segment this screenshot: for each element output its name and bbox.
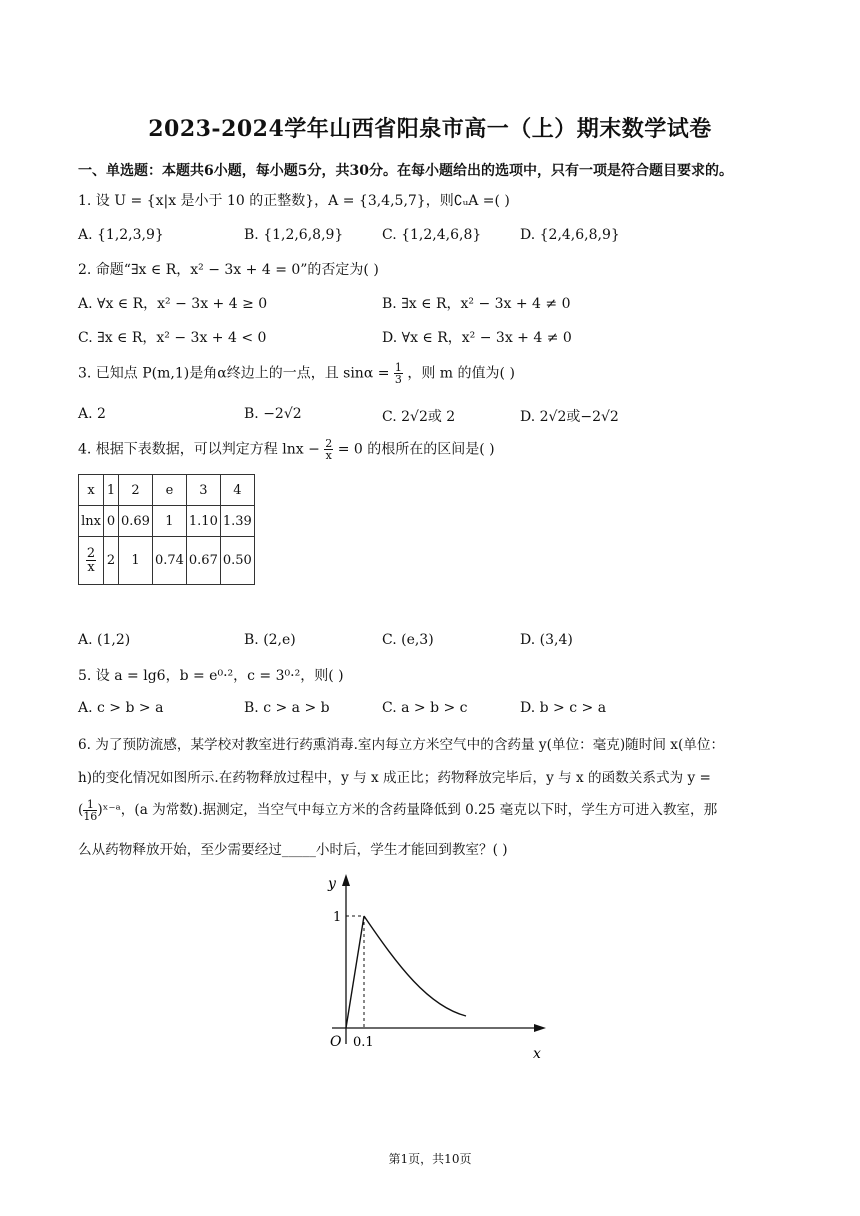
q1-option-a: A. {1,2,3,9} xyxy=(78,227,164,243)
q4-frac-num: 2 xyxy=(325,437,333,450)
question-6-line-3 xyxy=(78,798,717,822)
q2-option-b: B. ∃x ∈ R，x² − 3x + 4 ≠ 0 xyxy=(382,296,571,312)
q4-stem-part-b: = 0 的根所在的区间是( ) xyxy=(337,441,495,458)
question-1-stem: 1. 设 U = {x|x 是小于 10 的正整数}，A = {3,4,5,7}，则∁ᵤA =( ) xyxy=(78,193,510,209)
origin-label: O xyxy=(330,1034,342,1050)
q4-stem-part-a: 4. 根据下表数据，可以判定方程 lnx − xyxy=(78,441,320,458)
q4-option-c: C. (e,3) xyxy=(382,632,434,648)
question-6-line-2: h)的变化情况如图所示.在药物释放过程中，y 与 x 成正比；药物释放完毕后，y 与 x 的函数关系式为 y = xyxy=(78,770,711,786)
table-fraction xyxy=(86,547,96,574)
q4-option-a: A. (1,2) xyxy=(78,632,131,648)
q3-option-a: A. 2 xyxy=(78,406,106,422)
table-cell: 1.39 xyxy=(220,506,254,537)
peak-x-label: 0.1 xyxy=(353,1035,374,1050)
q5-option-b: B. c > a > b xyxy=(244,700,330,716)
rising-segment xyxy=(346,916,364,1028)
q1-option-d: D. {2,4,6,8,9} xyxy=(520,227,620,243)
table-cell: 3 xyxy=(186,475,220,506)
q4-fraction xyxy=(324,438,333,461)
table-cell: 1 xyxy=(104,475,119,506)
q3-option-b: B. −2√2 xyxy=(244,406,302,422)
q3-fraction xyxy=(394,362,403,385)
q5-option-c: C. a > b > c xyxy=(382,700,468,716)
table-cell: 1.10 xyxy=(186,506,220,537)
q4-option-d: D. (3,4) xyxy=(520,632,573,648)
table-cell: 4 xyxy=(220,475,254,506)
y-axis-label: y xyxy=(328,876,336,892)
q4-data-table xyxy=(78,474,255,585)
q5-option-a: A. c > b > a xyxy=(78,700,164,716)
q5-option-d: D. b > c > a xyxy=(520,700,607,716)
table-frac-num: 2 xyxy=(86,546,96,561)
table-row xyxy=(79,506,255,537)
question-5-stem: 5. 设 a = lg6，b = e⁰·²，c = 3⁰·²，则( ) xyxy=(78,668,344,684)
table-row xyxy=(79,475,255,506)
q4-frac-den: x xyxy=(325,449,332,462)
y-axis-arrow-icon xyxy=(342,874,350,886)
question-4-stem xyxy=(78,438,495,461)
question-3-stem xyxy=(78,362,515,385)
page-title: 2023-2024学年山西省阳泉市高一（上）期末数学试卷 xyxy=(148,116,712,142)
table-cell xyxy=(79,537,104,585)
question-6-line-4: 么从药物释放开始，至少需要经过_____小时后，学生才能回到教室？( ) xyxy=(78,842,508,858)
q6-line3-rest: )ˣ⁻ᵃ，(a 为常数).据测定，当空气中每立方米的含药量降低到 0.25 毫克以下时，学生方可进入教室，那 xyxy=(97,802,718,818)
section-heading: 一、单选题：本题共6小题，每小题5分，共30分。在每小题给出的选项中，只有一项是符合题目要求的。 xyxy=(78,163,733,179)
x-axis-label: x xyxy=(533,1046,541,1062)
q3-stem-part-b: ，则 m 的值为( ) xyxy=(407,365,515,382)
table-cell: 1 xyxy=(119,537,153,585)
question-2-stem: 2. 命题“∃x ∈ R，x² − 3x + 4 = 0”的否定为( ) xyxy=(78,262,379,278)
q2-option-d: D. ∀x ∈ R，x² − 3x + 4 ≠ 0 xyxy=(382,330,572,346)
q6-frac-num: 1 xyxy=(83,799,97,811)
q1-option-c: C. {1,2,4,6,8} xyxy=(382,227,482,243)
table-cell: 0.74 xyxy=(152,537,186,585)
q6-line3-open: ( xyxy=(78,802,84,818)
question-6-line-1: 6. 为了预防流感，某学校对教室进行药熏消毒.室内每立方米空气中的含药量 y(单位：毫克)随时间 x(单位： xyxy=(78,737,725,753)
table-cell: 0.67 xyxy=(186,537,220,585)
q4-option-b: B. (2,e) xyxy=(244,632,296,648)
table-cell: e xyxy=(152,475,186,506)
q2-option-a: A. ∀x ∈ R，x² − 3x + 4 ≥ 0 xyxy=(78,296,268,312)
q3-option-c: C. 2√2或 2 xyxy=(382,409,456,425)
table-cell: lnx xyxy=(79,506,104,537)
decay-curve xyxy=(364,916,466,1016)
table-cell: 2 xyxy=(104,537,119,585)
q2-option-c: C. ∃x ∈ R，x² − 3x + 4 < 0 xyxy=(78,330,267,346)
x-axis-arrow-icon xyxy=(534,1024,546,1032)
peak-y-label: 1 xyxy=(333,910,342,925)
table-cell: 0 xyxy=(104,506,119,537)
table-cell: 1 xyxy=(152,506,186,537)
q3-frac-num: 1 xyxy=(394,361,402,374)
table-row xyxy=(79,537,255,585)
table-cell: 0.69 xyxy=(119,506,153,537)
q6-graph xyxy=(308,866,558,1066)
q3-frac-den: 3 xyxy=(394,373,402,386)
q1-option-b: B. {1,2,6,8,9} xyxy=(244,227,344,243)
q3-option-d: D. 2√2或−2√2 xyxy=(520,409,619,425)
table-frac-den: x xyxy=(87,560,95,575)
table-cell: 2 xyxy=(119,475,153,506)
q6-frac-den: 16 xyxy=(83,810,98,823)
q6-fraction xyxy=(83,799,97,822)
table-cell: x xyxy=(79,475,104,506)
q3-stem-part-a: 3. 已知点 P(m,1)是角α终边上的一点，且 sinα = xyxy=(78,365,390,382)
page-footer: 第1页，共10页 xyxy=(388,1152,472,1166)
table-cell: 0.50 xyxy=(220,537,254,585)
